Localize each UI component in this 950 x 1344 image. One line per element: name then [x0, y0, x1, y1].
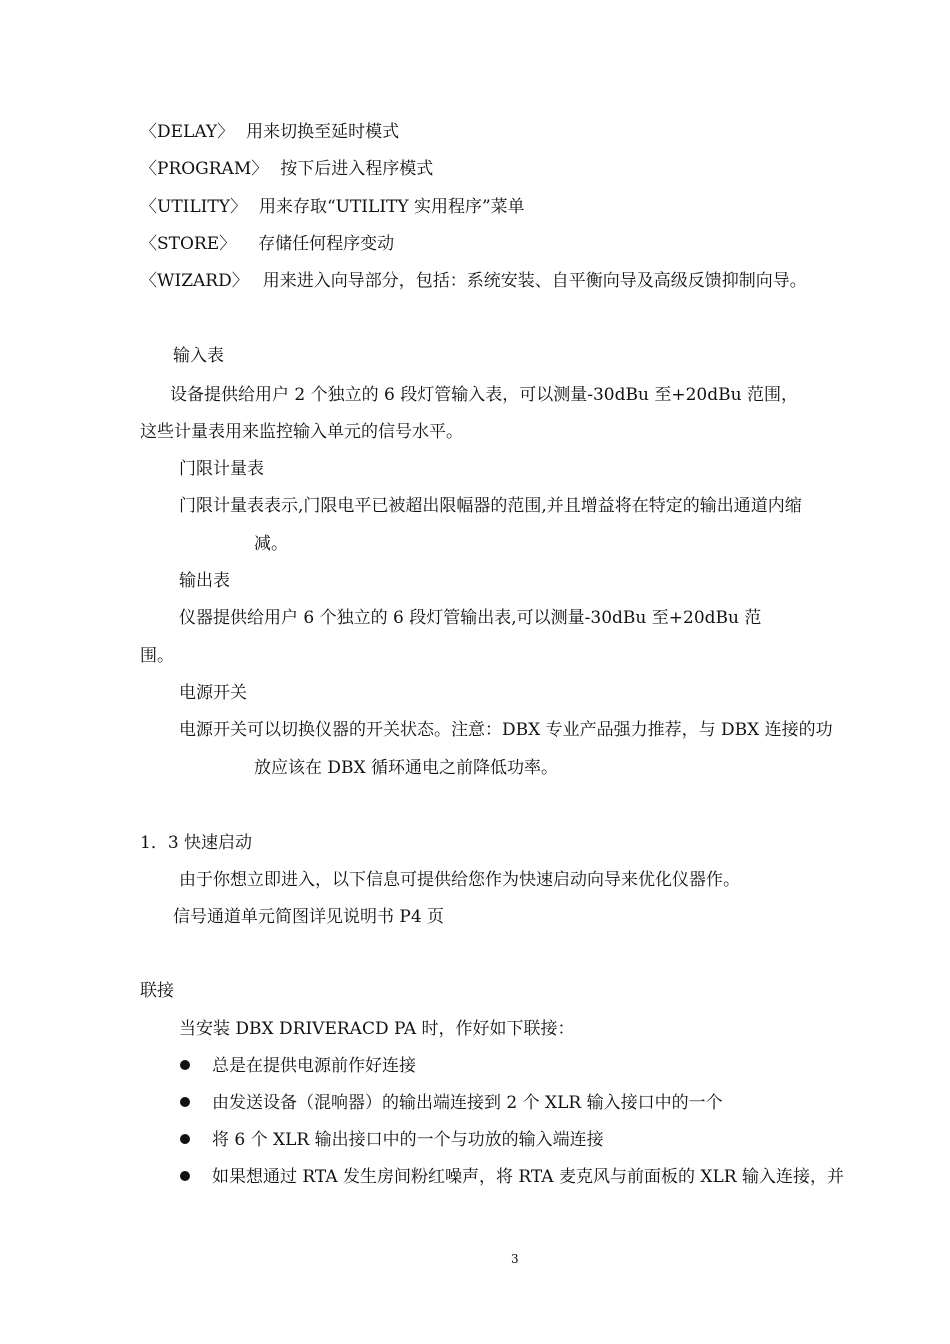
button-key: 〈PROGRAM〉: [140, 159, 269, 179]
power-switch-text-1: 电源开关可以切换仪器的开关状态。注意：DBX 专业产品强力推荐，与 DBX 连接的功: [179, 720, 833, 740]
connection-heading: 联接: [140, 981, 174, 1001]
output-meter-title: 输出表: [179, 571, 230, 591]
connection-intro: 当安装 DBX DRIVERACD PA 时，作好如下联接：: [179, 1019, 575, 1039]
output-meter-text-1: 仪器提供给用户 6 个独立的 6 段灯管输出表,可以测量-30dBu 至+20dBu 范: [179, 608, 762, 628]
list-item: 总是在提供电源前作好连接: [212, 1056, 416, 1076]
bullet-dot: [180, 1171, 190, 1181]
button-desc: 用来切换至延时模式: [246, 122, 400, 142]
output-meter-text-2: 围。: [140, 646, 174, 666]
button-key: 〈STORE〉: [140, 234, 237, 254]
button-key: 〈UTILITY〉: [140, 197, 247, 217]
list-item: 如果想通过 RTA 发生房间粉红噪声，将 RTA 麦克风与前面板的 XLR 输入连接，并: [212, 1167, 844, 1187]
bullet-dot: [180, 1097, 190, 1107]
quick-start-heading: 1．3 快速启动: [140, 833, 253, 853]
button-desc: 用来进入向导部分，包括：系统安装、自平衡向导及高级反馈抑制向导。: [262, 271, 807, 291]
button-desc: 用来存取“UTILITY 实用程序”菜单: [258, 197, 525, 217]
button-row-store: [140, 233, 394, 255]
quick-start-text-1: 由于你想立即进入，以下信息可提供给您作为快速启动向导来优化仪器作。: [179, 870, 740, 890]
list-item: 由发送设备（混响器）的输出端连接到 2 个 XLR 输入接口中的一个: [212, 1093, 723, 1113]
power-switch-title: 电源开关: [179, 683, 247, 703]
button-desc: 按下后进入程序模式: [280, 159, 434, 179]
button-row-wizard: [140, 270, 807, 292]
button-row-program: [140, 158, 433, 180]
bullet-dot: [180, 1134, 190, 1144]
button-key: 〈DELAY〉: [140, 122, 235, 142]
input-meter-text-2: 这些计量表用来监控输入单元的信号水平。: [140, 422, 463, 442]
bullet-dot: [180, 1060, 190, 1070]
button-row-delay: [140, 121, 399, 143]
button-desc: 存储任何程序变动: [258, 234, 395, 254]
page-number: 3: [511, 1252, 519, 1266]
quick-start-text-2: 信号通道单元简图详见说明书 P4 页: [173, 907, 445, 927]
threshold-meter-title: 门限计量表: [179, 459, 264, 479]
power-switch-text-2: 放应该在 DBX 循环通电之前降低功率。: [254, 758, 559, 778]
button-row-utility: [140, 196, 525, 218]
button-key: 〈WIZARD〉: [140, 271, 249, 291]
list-item: 将 6 个 XLR 输出接口中的一个与功放的输入端连接: [212, 1130, 604, 1150]
threshold-meter-text-1: 门限计量表表示,门限电平已被超出限幅器的范围,并且增益将在特定的输出通道内缩: [179, 496, 802, 516]
input-meter-text-1: 设备提供给用户 2 个独立的 6 段灯管输入表，可以测量-30dBu 至+20dBu 范围，: [170, 385, 798, 405]
input-meter-title: 输入表: [173, 346, 224, 366]
threshold-meter-text-2: 减。: [254, 534, 288, 554]
